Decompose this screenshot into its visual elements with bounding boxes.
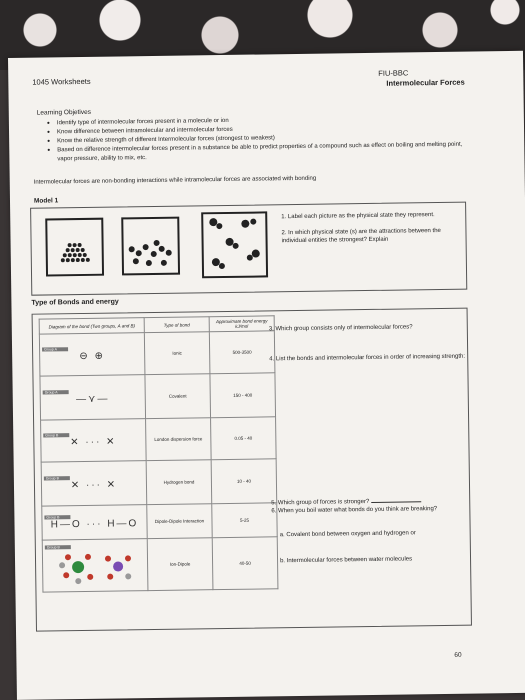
col-header-diagram: Diagram of the bond (Two groups, A and B): [39, 318, 144, 334]
bond-energy: 5-25: [212, 503, 277, 538]
answer-blank[interactable]: [371, 495, 421, 503]
objective-item: • Based on difference intermolecular forces present in a substance be able to predict properties of a compound such as effect on boiling and melting point, vapor pressure, ability to mix, etc.: [47, 140, 477, 164]
gas-state-picture: [201, 211, 268, 278]
table-row: [42, 503, 277, 540]
bond-type: Covalent: [145, 374, 211, 419]
question-4: 4. List the bonds and intermolecular forces in order of increasing strength:: [269, 353, 466, 363]
table-row: [42, 537, 278, 592]
question-3: 3. Which group consists only of intermolecular forces?: [268, 324, 413, 333]
objectives-title: Learning Objetives: [36, 108, 92, 117]
table-row: [39, 331, 275, 376]
ionic-diagram-icon: ⊖ ⊕: [79, 350, 106, 363]
bonds-table: [39, 315, 279, 592]
col-header-type: Type of bond: [144, 317, 209, 333]
question-6b: b. Intermolecular forces between water molecules: [280, 556, 413, 565]
gas-particles-icon: [203, 213, 266, 276]
header-topic: Intermolecular Forces: [386, 77, 465, 88]
dispersion-diagram-icon: ✕ ··· ✕: [70, 436, 117, 449]
header-course: 1045 Worksheets: [32, 76, 91, 87]
bond-energy: 500-3500: [209, 331, 275, 374]
bond-type: Ionic: [144, 332, 210, 375]
bond-energy: 0.05 - 40: [211, 417, 277, 460]
solid-state-picture: [45, 218, 104, 277]
bond-type: London dispersion force: [146, 418, 212, 461]
diagram-cell: [41, 419, 147, 462]
question-6a: a. Covalent bond between oxygen and hydrogen or: [279, 530, 416, 539]
model-title: Model 1: [33, 197, 59, 205]
table-row: [40, 373, 276, 420]
bonds-table-box: [32, 308, 472, 632]
model-question-1: 1. Label each picture as the physical state they represent.: [281, 212, 435, 221]
solid-particles-icon: [47, 220, 102, 275]
objective-item: • Identify type of intermolecular forces present in a molecule or ion: [47, 113, 477, 128]
group-tag: Group B: [44, 515, 70, 519]
diagram-cell: [42, 539, 148, 592]
question-5: 5. Which group of forces is stronger?: [271, 498, 370, 507]
table-row: [41, 417, 277, 462]
hydrogen-bond-diagram-icon: ✕ ··· ✕: [70, 479, 118, 492]
group-tag: Group A: [42, 347, 68, 351]
col-header-energy: Approximate bond energy kJ/mol: [209, 316, 274, 332]
bond-energy: 150 - 400: [210, 373, 276, 418]
group-tag: Group B: [44, 476, 70, 480]
group-tag: Group B: [45, 545, 71, 549]
liquid-particles-icon: [123, 219, 178, 274]
group-tag: Group A: [43, 390, 69, 394]
intro-text: Intermolecular forces are non-bonding interactions while intramolecular forces are associated with bonding: [33, 175, 317, 186]
group-tag: Group B: [43, 433, 69, 437]
diagram-cell: [41, 461, 147, 506]
ion-dipole-diagram-icon: [50, 548, 140, 585]
bond-energy: 40-50: [212, 537, 278, 590]
model-box: [30, 202, 467, 296]
objective-item: • Know difference between intramolecular and intermolecular forces: [47, 122, 477, 137]
bond-energy: 10 - 40: [211, 459, 277, 504]
table-row: [41, 459, 277, 506]
diagram-cell: [40, 375, 146, 420]
worksheet-page: [8, 51, 525, 700]
liquid-state-picture: [121, 217, 180, 276]
diagram-cell: [42, 505, 147, 540]
question-6: 6. When you boil water what bonds do you think are breaking?: [271, 506, 438, 515]
covalent-diagram-icon: —⋎—: [76, 393, 110, 406]
header-school: FIU-BBC: [378, 68, 409, 78]
model-question-2: 2. In which physical state (s) are the attractions between the individual entities the strongest? Explain: [281, 227, 441, 245]
diagram-cell: [39, 333, 145, 376]
bond-type: Ion-Dipole: [147, 538, 213, 591]
bond-type: Dipole-Dipole Interaction: [147, 504, 212, 539]
page-number: 60: [454, 651, 462, 659]
bonds-section-title: Type of Bonds and energy: [31, 298, 119, 307]
dipole-diagram-icon: H—O ··· H—O: [50, 518, 139, 531]
objective-item: • Know the relative strength of different Intermolecular forces (strongest to weakest): [47, 131, 477, 146]
bond-type: Hydrogen bond: [146, 460, 212, 505]
objectives-list: [47, 113, 478, 164]
